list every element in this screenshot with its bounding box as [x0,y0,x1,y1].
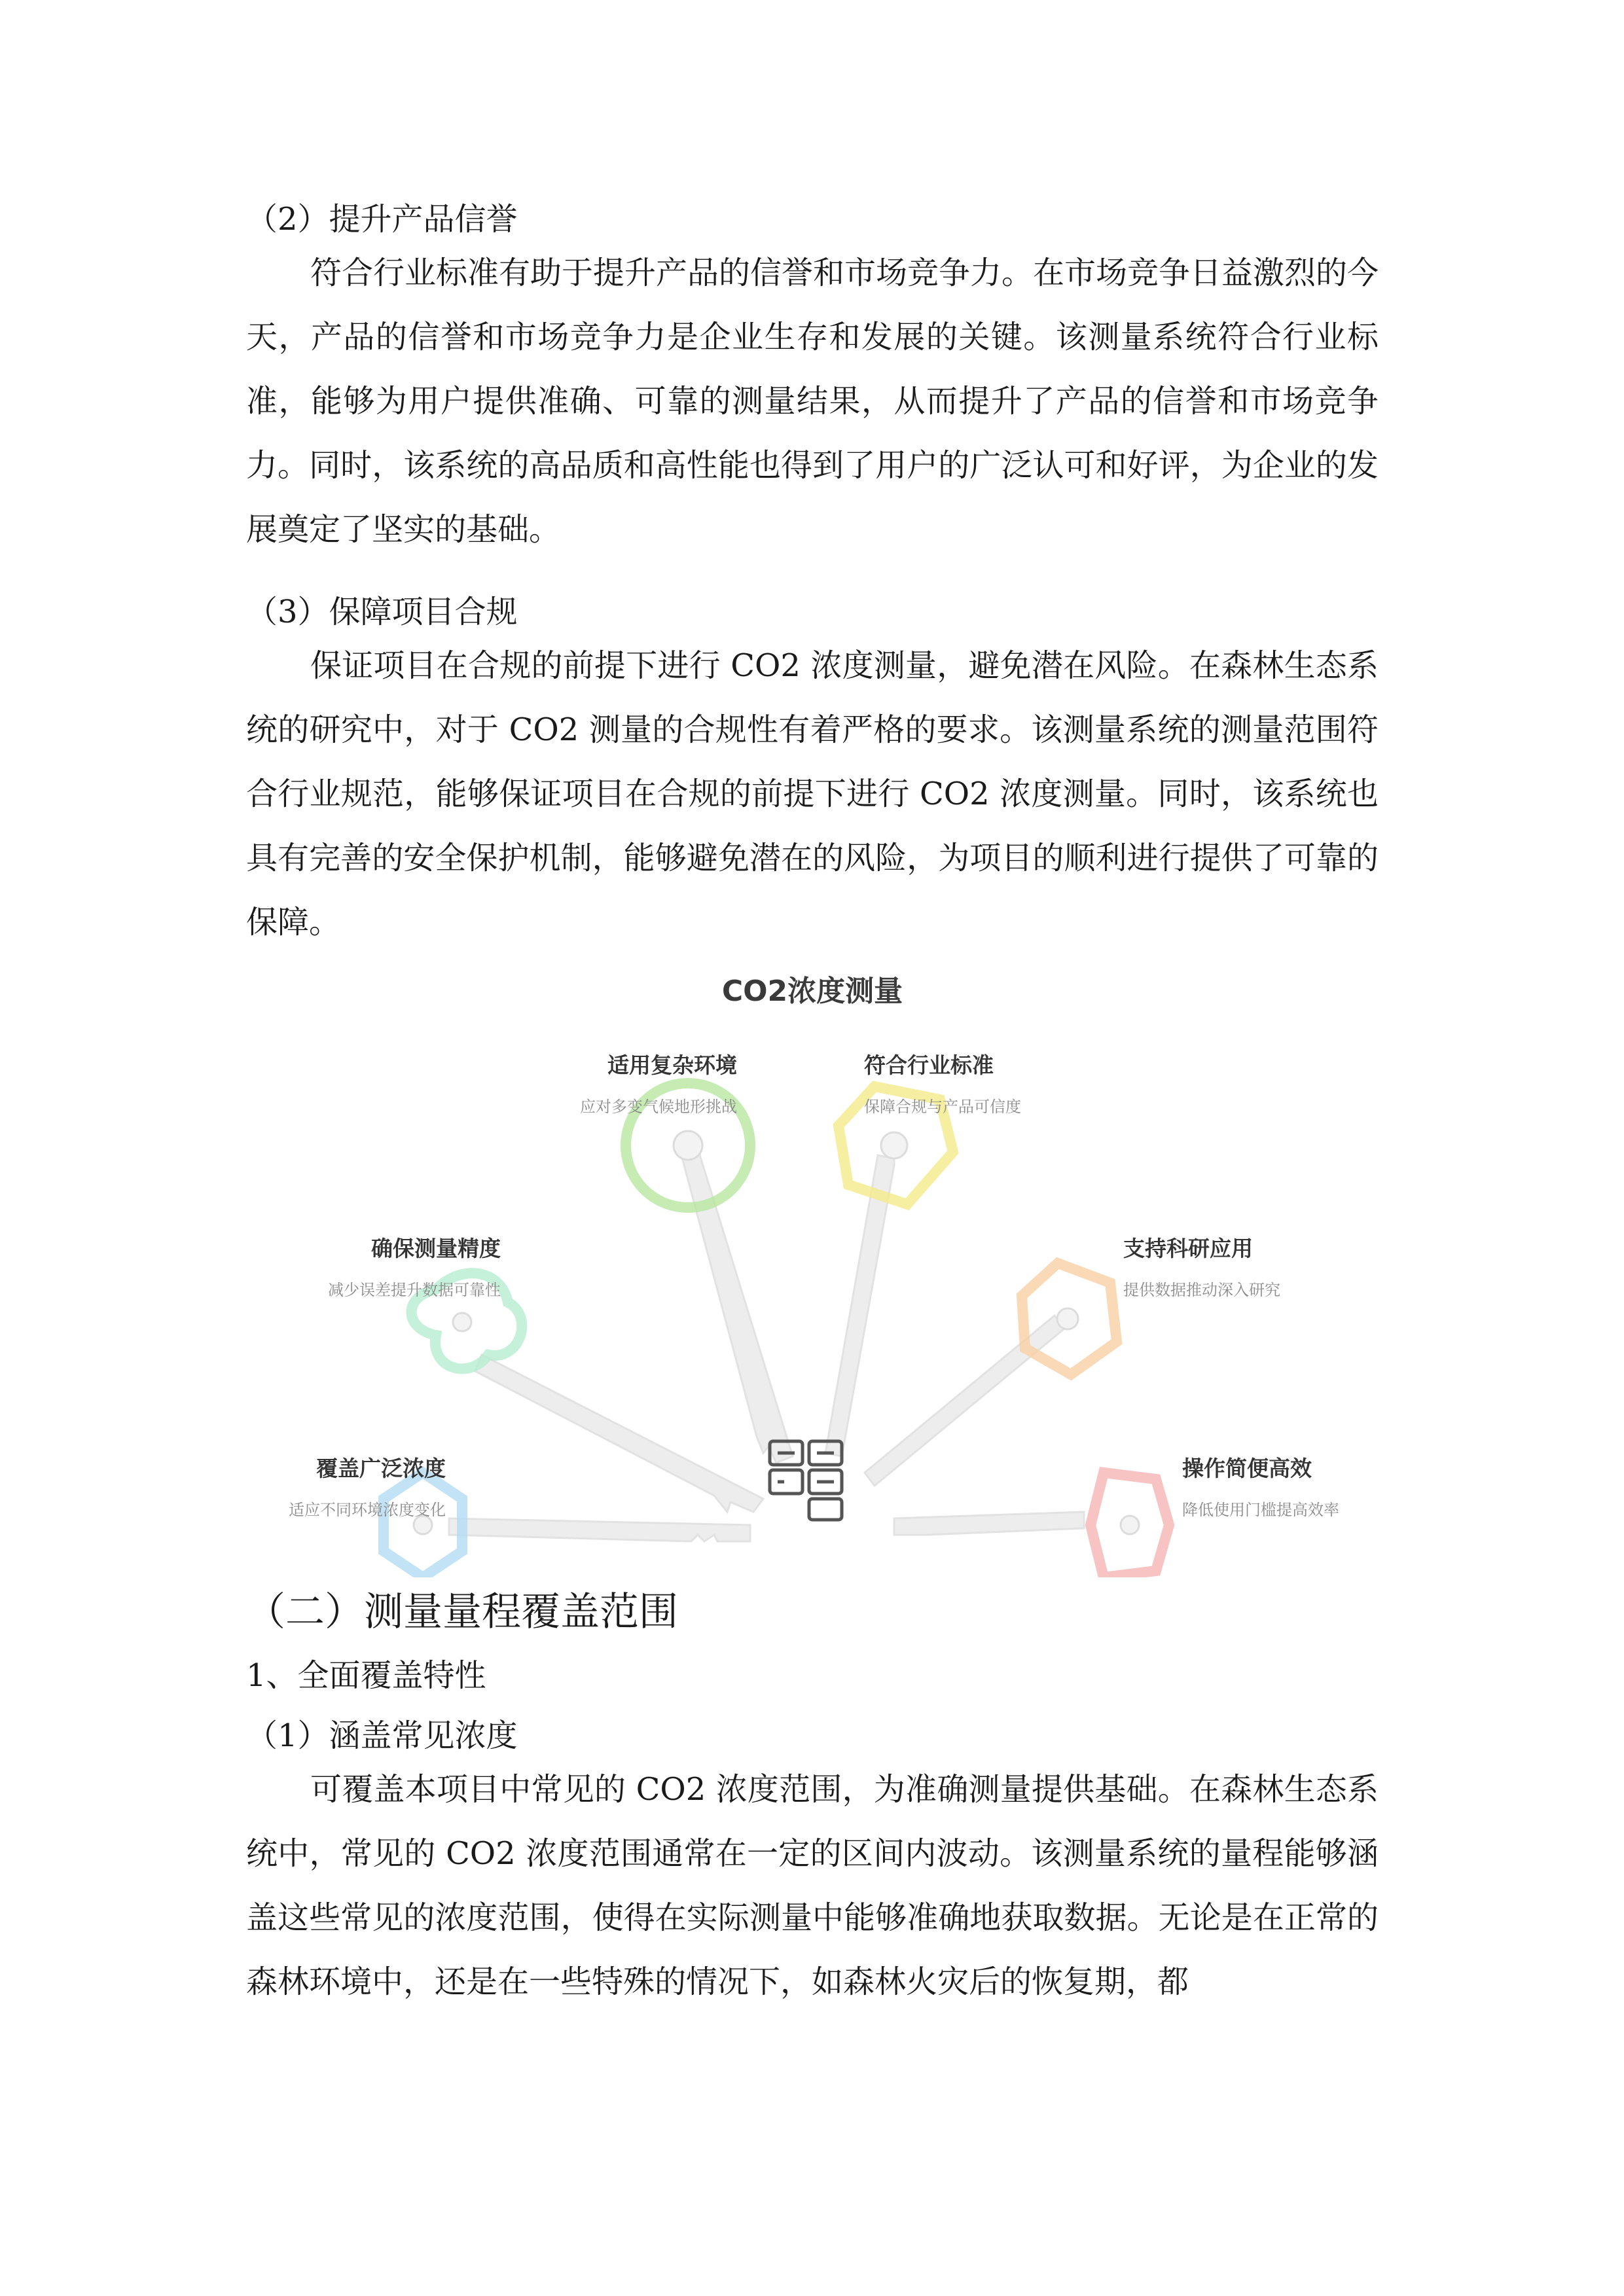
key-shaft-6 [894,1512,1084,1535]
key-shaft-5 [865,1316,1064,1486]
label-title: 覆盖广泛浓度 [316,1456,446,1481]
label-title: 操作简便高效 [1182,1456,1312,1481]
sub-heading-full-coverage: 1、全面覆盖特性 [246,1657,486,1694]
label-subtitle: 降低使用门槛提高效率 [1182,1501,1339,1519]
label-subtitle: 应对多变气候地形挑战 [580,1098,737,1116]
label-wide-range [289,1452,446,1520]
key-shaft-3 [681,1149,793,1463]
label-easy-operation [1182,1452,1339,1520]
paragraph-improve-reputation: 符合行业标准有助于提升产品的信誉和市场竞争力。在市场竞争日益激烈的今天，产品的信誉和市场竞争力是企业生存和发展的关键。该测量系统符合行业标准，能够为用户提供准确、可靠的测量结果，从而提升了产品的信誉和市场竞争力。同时，该系统的高品质和高性能也得到了用户的广泛认可和好评，为企业的发展奠定了坚实的基础。 [246,255,1379,548]
label-title: 支持科研应用 [1123,1236,1253,1261]
chapter-heading-range-coverage: （二）测量量程覆盖范围 [246,1589,678,1635]
paragraph-ensure-compliance: 保证项目在合规的前提下进行 CO2 浓度测量，避免潜在风险。在森林生态系统的研究中，对于 CO2 测量的合规性有着严格的要求。该测量系统的测量范围符合行业规范，能够保证项目在合规的前提下进行 CO2 浓度测量。同时，该系统也具有完善的安全保护机制，能够避免潜在的风险，为项目的顺利进行提供了可靠的保障。 [246,647,1379,941]
label-complex-env [580,1049,737,1117]
label-industry-standard [864,1049,1021,1117]
label-title: 适用复杂环境 [607,1052,737,1078]
infographic-title: CO2浓度测量 [721,975,903,1008]
key-shaft-2 [475,1355,763,1512]
label-subtitle: 保障合规与产品可信度 [864,1098,1021,1116]
database-icon [770,1441,842,1520]
label-subtitle: 适应不同环境浓度变化 [289,1501,446,1519]
label-measure-accuracy [328,1232,501,1300]
co2-infographic [246,949,1379,1577]
label-title: 符合行业标准 [864,1052,994,1078]
section-heading-common-concentration: （1）涵盖常见浓度 [246,1717,518,1754]
label-subtitle: 减少误差提升数据可靠性 [328,1281,501,1299]
paragraph-common-concentration: 可覆盖本项目中常见的 CO2 浓度范围，为准确测量提供基础。在森林生态系统中，常见的 CO2 浓度范围通常在一定的区间内波动。该测量系统的量程能够涵盖这些常见的浓度范围，使得在实际测量中能够准确地获取数据。无论是在正常的森林环境中，还是在一些特殊的情况下，如森林火灾后的恢复期，都 [246,1771,1379,2000]
label-title: 确保测量精度 [371,1236,501,1261]
label-subtitle: 提供数据推动深入研究 [1123,1281,1280,1299]
section-heading-ensure-compliance: （3）保障项目合规 [246,594,518,630]
key-shaft-1 [449,1518,750,1541]
section-heading-improve-reputation: （2）提升产品信誉 [246,201,518,238]
label-research-support [1123,1232,1280,1300]
